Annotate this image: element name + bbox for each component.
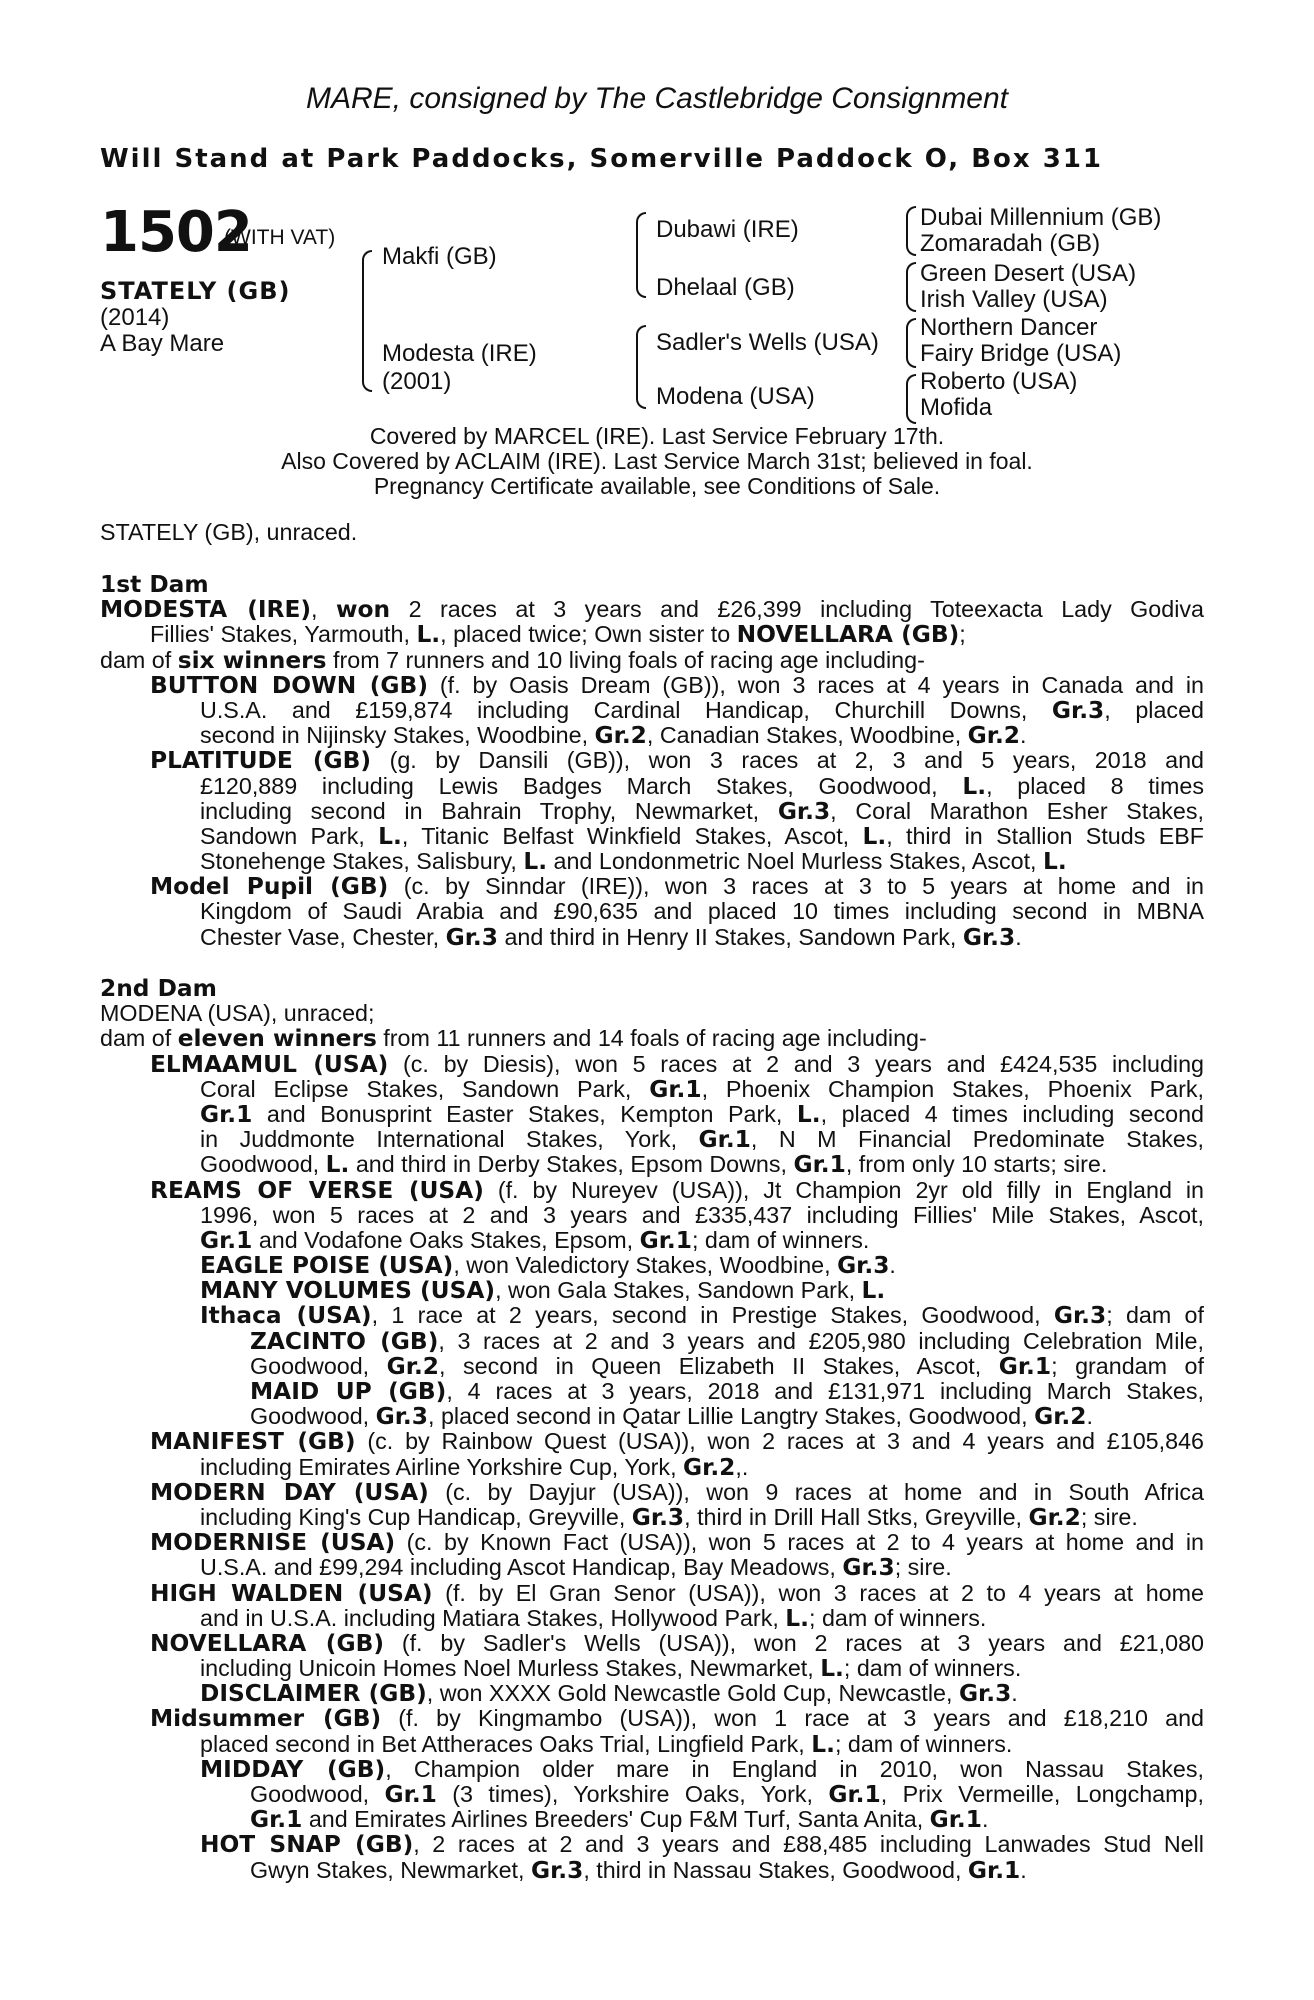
text-span: , placed second in Qatar Lillie Langtry Stakes, Goodwood, xyxy=(428,1403,1035,1430)
text-span: , placed 4 times including second xyxy=(820,1101,1204,1127)
text-span: (f. by Oasis Dream (GB)), won 3 races at 4 years in Canada and in xyxy=(427,672,1204,698)
text-span: 1996, won 5 races at 2 and 3 years and £335,437 including Fillies' Mile Stakes, Ascot, xyxy=(200,1202,1204,1228)
text-span: and third in Henry II Stakes, Sandown Park, xyxy=(497,923,963,950)
text-line xyxy=(200,1757,1204,1782)
text-span: ; dam of xyxy=(1106,1303,1204,1329)
text-line xyxy=(200,799,1204,824)
text-span: . xyxy=(889,1252,896,1279)
text-line xyxy=(100,1001,1204,1026)
text-line xyxy=(150,1706,1204,1731)
text-line xyxy=(150,673,1204,698)
text-span: , won XXXX Gold Newcastle Gold Cup, Newcastle, xyxy=(426,1680,959,1707)
bold-text: Model Pupil (GB) xyxy=(150,874,389,900)
bold-text: eleven winners xyxy=(177,1025,377,1053)
bold-text: L. xyxy=(820,1655,844,1683)
horse-description: A Bay Mare xyxy=(100,330,225,357)
text-line xyxy=(100,597,1204,622)
text-span: dam of xyxy=(100,646,178,673)
bold-text: MODERN DAY (USA) xyxy=(150,1479,429,1505)
text-span: (f. by Sadler's Wells (USA)), won 2 races at 3 years and £21,080 xyxy=(383,1630,1204,1656)
text-span: Sandown Park, xyxy=(200,823,379,849)
text-span: ; dam of winners. xyxy=(843,1655,1022,1682)
text-span: (c. by Known Fact (USA)), won 5 races at 2 to 4 years at home and in xyxy=(395,1530,1204,1556)
text-span: (f. by El Gran Senor (USA)), won 3 races at 2 to 4 years at home xyxy=(432,1580,1204,1606)
text-line xyxy=(200,1732,1204,1757)
text-span: and Bonusprint Easter Stakes, Kempton Park, xyxy=(252,1101,797,1127)
text-span: ; grandam of xyxy=(1051,1353,1204,1379)
text-span: Gwyn Stakes, Newmarket, xyxy=(250,1856,531,1883)
pedigree-ggp: Northern Dancer xyxy=(920,314,1098,341)
pedigree-bracket xyxy=(906,206,916,256)
second-dam-lines xyxy=(100,1001,1204,1883)
bold-text: Gr.2 xyxy=(967,722,1021,750)
second-dam-heading: 2nd Dam xyxy=(100,975,217,1002)
first-dam-section xyxy=(100,572,1204,950)
text-span: , Champion older mare in England in 2010, won Nassau Stakes, xyxy=(385,1756,1204,1782)
horse-name: STATELY (GB) xyxy=(100,277,291,305)
bold-text: Gr.3 xyxy=(1051,697,1105,724)
text-line xyxy=(200,824,1204,849)
text-line xyxy=(200,698,1204,723)
text-span: Goodwood, xyxy=(200,1151,326,1178)
text-span: Stonehenge Stakes, Salisbury, xyxy=(200,848,524,875)
bold-text: Gr.1 xyxy=(250,1806,303,1834)
pedigree-bracket xyxy=(362,250,372,392)
text-line xyxy=(250,1404,1204,1429)
text-line xyxy=(200,1606,1204,1631)
bold-text: MODERNISE (USA) xyxy=(150,1530,396,1556)
bold-text: Gr.3 xyxy=(958,1680,1012,1708)
text-line xyxy=(150,1631,1204,1656)
text-line xyxy=(150,1052,1204,1077)
text-span: 2 races at 3 years and £26,399 including Toteexacta Lady Godiva xyxy=(390,597,1204,623)
text-span: (c. by Sinndar (IRE)), won 3 races at 3 to 5 years at home and in xyxy=(388,874,1204,900)
second-dam-section xyxy=(100,976,1204,1883)
pedigree-sire-dam: Dhelaal (GB) xyxy=(656,274,795,301)
pedigree-ggp: Roberto (USA) xyxy=(920,368,1078,395)
text-span: from 11 runners and 14 foals of racing age including- xyxy=(376,1025,927,1052)
text-span: , won Valedictory Stakes, Woodbine, xyxy=(453,1252,838,1279)
text-line xyxy=(200,1555,1204,1580)
text-span: placed second in Bet Attheraces Oaks Trial, Lingfield Park, xyxy=(200,1730,812,1757)
text-span: ; dam of winners. xyxy=(834,1730,1013,1757)
pedigree-ggp: Green Desert (USA) xyxy=(920,260,1137,287)
text-line xyxy=(200,899,1204,924)
bold-text: L. xyxy=(1043,848,1067,876)
text-line xyxy=(250,1354,1204,1379)
text-span: , Canadian Stakes, Woodbine, xyxy=(646,722,968,749)
text-span: from 7 runners and 10 living foals of racing age including- xyxy=(326,646,925,673)
bold-text: Gr.1 xyxy=(384,1782,437,1808)
text-span: Goodwood, xyxy=(250,1403,376,1430)
pedigree-sire-sire: Dubawi (IRE) xyxy=(656,216,799,243)
bold-text: Gr.3 xyxy=(1053,1303,1107,1329)
text-span: , third in Drill Hall Stks, Greyville, xyxy=(684,1503,1029,1530)
text-line xyxy=(200,1455,1204,1480)
bold-text: BUTTON DOWN (GB) xyxy=(150,672,428,698)
text-span: . xyxy=(982,1806,989,1833)
text-span: £120,889 including Lewis Badges March Stakes, Goodwood, xyxy=(200,773,963,799)
text-span: dam of xyxy=(100,1025,178,1052)
bold-text: HOT SNAP (GB) xyxy=(200,1832,414,1858)
text-span: , second in Queen Elizabeth II Stakes, Ascot, xyxy=(439,1353,999,1379)
text-line xyxy=(100,1026,1204,1051)
text-line xyxy=(150,1530,1204,1555)
bold-text: Gr.2 xyxy=(1028,1503,1081,1531)
text-span: , Titanic Belfast Winkfield Stakes, Ascot, xyxy=(401,823,863,849)
bold-text: DISCLAIMER (GB) xyxy=(200,1680,427,1708)
text-span: , from only 10 starts; sire. xyxy=(845,1151,1108,1178)
pedigree-ggp: Zomaradah (GB) xyxy=(920,230,1101,257)
bold-text: Midsummer (GB) xyxy=(150,1706,382,1732)
text-line xyxy=(150,622,1204,647)
text-span: . xyxy=(1020,722,1027,749)
pedigree-ggp: Mofida xyxy=(920,394,993,421)
pedigree-dam: Modesta (IRE) xyxy=(382,340,537,367)
bold-text: Gr.3 xyxy=(631,1503,685,1531)
stand-location: Will Stand at Park Paddocks, Somerville Paddock O, Box 311 xyxy=(100,144,1104,174)
text-span: ; dam of winners. xyxy=(809,1604,987,1631)
text-span: , 2 races at 2 and 3 years and £88,485 including Lanwades Stud Nell xyxy=(413,1832,1204,1858)
text-span: , 1 race at 2 years, second in Prestige Stakes, Goodwood, xyxy=(371,1303,1054,1329)
text-line xyxy=(100,648,1204,673)
text-span: . xyxy=(1020,1856,1027,1883)
pedigree-bracket xyxy=(636,212,646,298)
text-span: , Phoenix Champion Stakes, Phoenix Park, xyxy=(701,1076,1204,1102)
text-span: Goodwood, xyxy=(250,1353,387,1379)
text-span: U.S.A. and £159,874 including Cardinal Handicap, Churchill Downs, xyxy=(200,697,1052,723)
bold-text: won xyxy=(335,597,391,623)
consignment-heading: MARE, consigned by The Castlebridge Consignment xyxy=(305,82,1009,115)
covering-note: Covered by MARCEL (IRE). Last Service February 17th. xyxy=(369,423,945,449)
text-line xyxy=(200,1253,1204,1278)
text-span: ; xyxy=(959,621,966,648)
bold-text: L. xyxy=(861,1277,886,1305)
text-span: and third in Derby Stakes, Epsom Downs, xyxy=(349,1151,794,1178)
text-line xyxy=(200,1077,1204,1102)
pedigree-bracket xyxy=(636,325,646,409)
bold-text: L. xyxy=(785,1604,809,1632)
text-span: (f. by Nureyev (USA)), Jt Champion 2yr old filly in England in xyxy=(483,1177,1204,1203)
text-span: , third in Stallion Studs EBF xyxy=(886,823,1204,849)
bold-text: Gr.1 xyxy=(200,1226,253,1254)
bold-text: Gr.1 xyxy=(793,1151,846,1179)
pedigree-ggp: Dubai Millennium (GB) xyxy=(920,204,1162,231)
text-span: ; sire. xyxy=(894,1554,952,1581)
bold-text: Gr.1 xyxy=(639,1226,692,1254)
pedigree-ggp: Irish Valley (USA) xyxy=(920,286,1108,313)
lot-number: 1502 xyxy=(100,200,252,265)
text-span: ; sire. xyxy=(1080,1503,1138,1530)
bold-text: Gr.2 xyxy=(386,1353,440,1379)
text-span: , 3 races at 2 and 3 years and £205,980 including Celebration Mile, xyxy=(438,1328,1204,1354)
bold-text: Gr.3 xyxy=(842,1554,895,1582)
covering-note: Pregnancy Certificate available, see Conditions of Sale. xyxy=(373,473,941,499)
bold-text: ZACINTO (GB) xyxy=(250,1328,439,1354)
text-line xyxy=(200,925,1204,950)
horse-year: (2014) xyxy=(100,304,170,331)
text-span: (c. by Diesis), won 5 races at 2 and 3 years and £424,535 including xyxy=(388,1051,1204,1077)
bold-text: Gr.2 xyxy=(594,722,647,750)
text-span: (g. by Dansili (GB)), won 3 races at 2, 3 and 5 years, 2018 and xyxy=(371,748,1204,774)
bold-text: Gr.3 xyxy=(375,1403,428,1431)
bold-text: L. xyxy=(796,1101,821,1128)
vat-note: (WITH VAT) xyxy=(224,226,336,249)
text-line xyxy=(250,1379,1204,1404)
bold-text: NOVELLARA (GB) xyxy=(150,1630,384,1657)
bold-text: L. xyxy=(378,823,402,850)
bold-text: Ithaca (USA) xyxy=(200,1303,372,1329)
text-line xyxy=(250,1807,1204,1832)
bold-text: Gr.1 xyxy=(828,1782,881,1808)
bold-text: six winners xyxy=(177,646,327,674)
text-line xyxy=(200,1102,1204,1127)
bold-text: Gr.1 xyxy=(649,1076,702,1102)
bold-text: L. xyxy=(811,1730,835,1758)
pedigree-bracket xyxy=(906,374,916,424)
text-line xyxy=(250,1782,1204,1807)
pedigree-dam-sire: Sadler's Wells (USA) xyxy=(656,329,879,356)
text-span: , placed 8 times xyxy=(986,773,1204,799)
text-span: , placed xyxy=(1104,697,1204,723)
bold-text: Gr.1 xyxy=(998,1353,1052,1379)
text-span: . xyxy=(1086,1403,1093,1430)
text-line xyxy=(200,1203,1204,1228)
bold-text: Gr.3 xyxy=(445,923,498,951)
bold-text: Gr.1 xyxy=(200,1101,253,1128)
text-span: . xyxy=(1015,923,1022,950)
covering-note: Also Covered by ACLAIM (IRE). Last Service March 31st; believed in foal. xyxy=(281,448,1033,474)
text-span: , Coral Marathon Esher Stakes, xyxy=(830,798,1204,824)
text-span: . xyxy=(1011,1680,1018,1707)
race-summary xyxy=(100,520,1204,545)
bold-text: MAID UP (GB) xyxy=(250,1379,447,1405)
text-line xyxy=(200,1505,1204,1530)
text-span: and Emirates Airlines Breeders' Cup F&M Turf, Santa Anita, xyxy=(302,1806,930,1833)
pedigree-sire: Makfi (GB) xyxy=(382,243,497,270)
text-span: and in U.S.A. including Matiara Stakes, Hollywood Park, xyxy=(200,1604,786,1631)
text-span: (3 times), Yorkshire Oaks, York, xyxy=(436,1782,829,1807)
bold-text: L. xyxy=(962,773,987,799)
bold-text: Gr.3 xyxy=(962,923,1016,951)
text-span: , xyxy=(311,597,336,623)
text-span: , N M Financial Predominate Stakes, xyxy=(750,1127,1204,1153)
text-line xyxy=(150,1480,1204,1505)
pedigree-bracket xyxy=(906,318,916,368)
text-line xyxy=(200,1228,1204,1253)
text-span: and Londonmetric Noel Murless Stakes, Ascot, xyxy=(547,848,1043,875)
bold-text: MANIFEST (GB) xyxy=(150,1429,356,1455)
bold-text: MIDDAY (GB) xyxy=(200,1756,386,1782)
bold-text: MODESTA (IRE) xyxy=(100,597,312,623)
text-line xyxy=(200,723,1204,748)
text-span: , Prix Vermeille, Longchamp, xyxy=(880,1782,1204,1807)
bold-text: HIGH WALDEN (USA) xyxy=(150,1580,433,1606)
text-span: , 4 races at 3 years, 2018 and £131,971 including March Stakes, xyxy=(446,1379,1204,1404)
text-line xyxy=(200,849,1204,874)
text-span: including second in Bahrain Trophy, Newmarket, xyxy=(200,798,778,824)
text-span: (c. by Rainbow Quest (USA)), won 2 races at 3 and 4 years and £105,846 xyxy=(355,1429,1204,1455)
bold-text: Gr.1 xyxy=(698,1127,751,1153)
text-line xyxy=(150,874,1204,899)
text-span: including Unicoin Homes Noel Murless Stakes, Newmarket, xyxy=(200,1655,821,1682)
text-line xyxy=(200,1278,1204,1303)
pedigree-bracket xyxy=(906,262,916,312)
text-span: Kingdom of Saudi Arabia and £90,635 and placed 10 times including second in MBNA xyxy=(200,899,1204,925)
bold-text: Gr.3 xyxy=(777,798,831,824)
bold-text: PLATITUDE (GB) xyxy=(150,748,372,774)
bold-text: Gr.3 xyxy=(837,1252,890,1280)
text-line xyxy=(200,774,1204,799)
pedigree-ggp: Fairy Bridge (USA) xyxy=(920,340,1122,367)
text-span: ,. xyxy=(735,1453,749,1480)
bold-text: L. xyxy=(325,1151,350,1179)
text-line xyxy=(200,1152,1204,1177)
text-span: Fillies' Stakes, Yarmouth, xyxy=(150,621,417,648)
bold-text: ELMAAMUL (USA) xyxy=(150,1051,389,1077)
bold-text: Gr.1 xyxy=(929,1806,982,1834)
text-span: and Vodafone Oaks Stakes, Epsom, xyxy=(252,1226,640,1253)
bold-text: L. xyxy=(416,621,441,649)
text-line xyxy=(200,1303,1204,1328)
bold-text: Gr.2 xyxy=(1034,1403,1087,1431)
text-span: in Juddmonte International Stakes, York, xyxy=(200,1127,699,1153)
text-span: Coral Eclipse Stakes, Sandown Park, xyxy=(200,1076,650,1102)
first-dam-lines xyxy=(100,597,1204,950)
bold-text: L. xyxy=(862,823,887,850)
text-span: Goodwood, xyxy=(250,1782,385,1807)
text-line xyxy=(200,1681,1204,1706)
text-line xyxy=(150,748,1204,773)
text-line xyxy=(150,1178,1204,1203)
text-line xyxy=(200,1832,1204,1857)
text-span: U.S.A. and £99,294 including Ascot Handicap, Bay Meadows, xyxy=(200,1554,843,1581)
text-span: , placed twice; Own sister to xyxy=(440,621,737,648)
text-span: ; dam of winners. xyxy=(691,1226,870,1253)
bold-text: MANY VOLUMES (USA) xyxy=(200,1277,496,1305)
bold-text: REAMS OF VERSE (USA) xyxy=(150,1177,484,1203)
text-span: , won Gala Stakes, Sandown Park, xyxy=(495,1277,862,1304)
bold-text: L. xyxy=(523,848,548,876)
bold-text: Gr.1 xyxy=(967,1856,1021,1884)
first-dam-heading: 1st Dam xyxy=(100,571,209,598)
text-span: (c. by Dayjur (USA)), won 9 races at home and in South Africa xyxy=(428,1479,1204,1505)
text-span: MODENA (USA), unraced; xyxy=(100,1000,375,1027)
text-line xyxy=(250,1329,1204,1354)
bold-text: EAGLE POISE (USA) xyxy=(200,1252,454,1280)
text-line xyxy=(250,1858,1204,1883)
pedigree-dam-dam: Modena (USA) xyxy=(656,383,815,410)
text-line xyxy=(200,1127,1204,1152)
text-span: including Emirates Airline Yorkshire Cup, York, xyxy=(200,1453,684,1480)
text-line xyxy=(200,1656,1204,1681)
pedigree-dam-year: (2001) xyxy=(382,368,452,395)
text-line xyxy=(150,1581,1204,1606)
text-span: second in Nijinsky Stakes, Woodbine, xyxy=(200,722,595,749)
text-span: including King's Cup Handicap, Greyville, xyxy=(200,1503,632,1530)
bold-text: Gr.2 xyxy=(683,1453,736,1481)
text-span: , third in Nassau Stakes, Goodwood, xyxy=(583,1856,968,1883)
summary-line: STATELY (GB), unraced. xyxy=(100,519,358,545)
text-span: (f. by Kingmambo (USA)), won 1 race at 3 years and £18,210 and xyxy=(381,1706,1204,1732)
text-span: Chester Vase, Chester, xyxy=(200,923,446,950)
bold-text: NOVELLARA (GB) xyxy=(736,621,960,649)
bold-text: Gr.3 xyxy=(530,1856,584,1884)
text-line xyxy=(150,1429,1204,1454)
